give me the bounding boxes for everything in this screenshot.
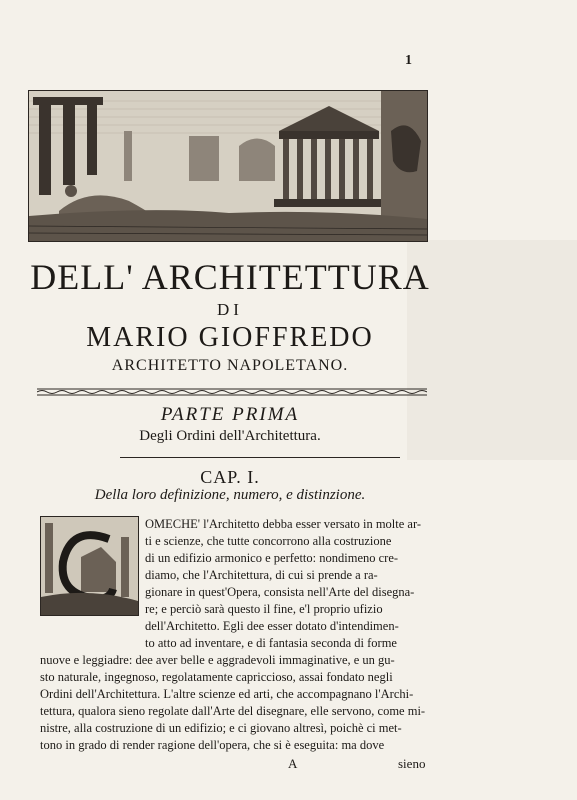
ornamental-rule (37, 388, 427, 396)
body-line-5: gionare in quest'Opera, consista nell'Arte del disegna- (145, 585, 415, 599)
body-line-11: Ordini dell'Architettura. L'altre scienze ed arti, che accompagnano l'Archi- (40, 687, 414, 701)
title-di: DI (217, 300, 243, 319)
body-line-7: dell'Architetto. Egli dee esser dotato d'intendimen- (145, 619, 399, 633)
catchword: sieno (398, 756, 426, 771)
body-line-1: OMECHE' l'Architetto debba esser versato in molte ar- (145, 517, 422, 531)
signature-mark: A (288, 756, 298, 771)
book-title: DELL' ARCHITETTURA (30, 257, 430, 297)
part-heading: PARTE PRIMA (160, 404, 300, 425)
chapter-heading: CAP. I. (200, 467, 260, 487)
body-line-6: re; e perciò sarà questo il fine, e'l proprio ufizio (145, 602, 383, 616)
body-line-9: nuove e leggiadre: dee aver belle e aggradevoli immaginative, e un gu- (40, 653, 395, 667)
chapter-title: Della loro definizione, numero, e distinzione. (94, 487, 366, 503)
body-line-13: nistre, alla costruzione di un edifizio; e ci giovano altresì, poichè ci met- (40, 721, 402, 735)
body-line-4: diamo, che l'Architettura, di cui si prende a ra- (145, 568, 378, 582)
body-line-14: tono in grado di render ragione dell'opera, che si è eseguita: ma dove (40, 738, 385, 752)
body-line-12: tettura, qualora sieno regolate dall'Arte del disegnare, elle servono, come mi- (40, 704, 426, 718)
part-subtitle: Degli Ordini dell'Architettura. (139, 428, 321, 444)
page-number: 1 (405, 53, 412, 68)
body-line-3: di un edifizio armonico e perfetto: nondimeno cre- (145, 551, 399, 565)
section-rule (120, 457, 400, 458)
body-line-8: to atto ad inventare, e di fantasia seconda di forme (145, 636, 397, 650)
headpiece-engraving (28, 90, 428, 242)
author-name: MARIO GIOFFREDO (86, 322, 374, 353)
decorated-initial-c (40, 516, 139, 616)
body-line-2: ti e scienze, che tutte concorrono alla costruzione (145, 534, 392, 548)
author-profession: ARCHITETTO NAPOLETANO. (111, 357, 349, 374)
body-line-10: sto naturale, ingegnoso, regolatamente capriccioso, assai fondato negli (40, 670, 393, 684)
